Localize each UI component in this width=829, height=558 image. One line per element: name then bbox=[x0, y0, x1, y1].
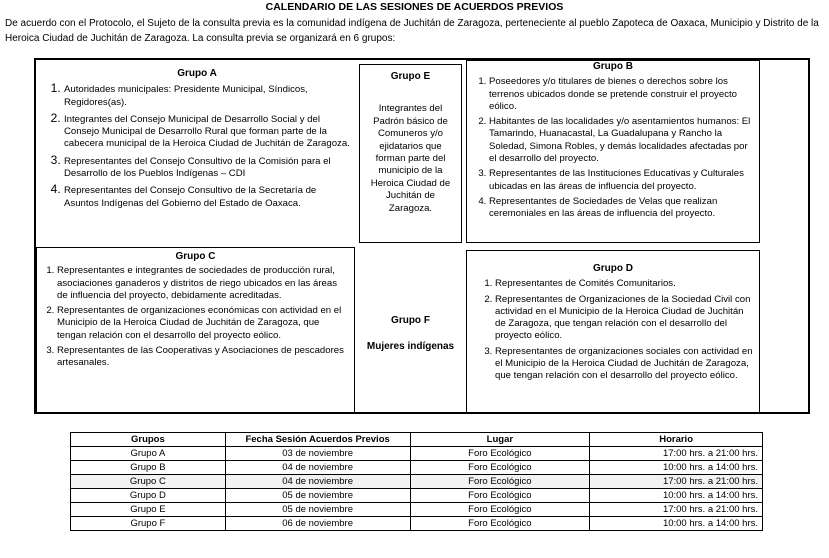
table-cell: 10:00 hrs. a 14:00 hrs. bbox=[590, 461, 763, 475]
group-d-cell bbox=[466, 250, 760, 414]
group-a-cell bbox=[42, 68, 352, 246]
list-item: 1. Representantes de Comités Comunitarios. bbox=[495, 278, 755, 290]
table-cell: Foro Ecológico bbox=[410, 503, 590, 517]
table-row bbox=[71, 447, 763, 461]
document-title: CALENDARIO DE LAS SESIONES DE ACUERDOS PREVIOS bbox=[265, 1, 564, 13]
groups-grid bbox=[34, 58, 810, 414]
list-item: 1. Autoridades municipales: Presidente Municipal, Síndicos, Regidores(as). bbox=[64, 82, 352, 109]
table-cell: Foro Ecológico bbox=[410, 517, 590, 531]
group-d-list bbox=[471, 278, 755, 382]
table-cell: 17:00 hrs. a 21:00 hrs. bbox=[590, 503, 763, 517]
table-row bbox=[71, 503, 763, 517]
list-item: 3. Representantes de organizaciones sociales con actividad en el Municipio de la Heroica Ciudad de Juchitán de Zaragoza, que tengan relación con el desarrollo del proyecto eólico. bbox=[495, 346, 755, 383]
table-cell: Grupo D bbox=[71, 489, 226, 503]
table-cell: 10:00 hrs. a 14:00 hrs. bbox=[590, 489, 763, 503]
column-header: Fecha Sesión Acuerdos Previos bbox=[225, 433, 410, 447]
table-cell: Grupo A bbox=[71, 447, 226, 461]
group-e-cell bbox=[359, 64, 462, 243]
table-row bbox=[71, 517, 763, 531]
table-cell: Grupo F bbox=[71, 517, 226, 531]
table-cell: Foro Ecológico bbox=[410, 489, 590, 503]
list-item: 2. Representantes de Organizaciones de la Sociedad Civil con actividad en el Municipio de la Heroica Ciudad de Juchitán de Zaragoza, que tengan relación con el desarrollo del proyecto eólico. bbox=[495, 294, 755, 343]
group-d-heading: Grupo D bbox=[593, 263, 633, 274]
table-cell: Foro Ecológico bbox=[410, 447, 590, 461]
group-a-heading: Grupo A bbox=[177, 68, 217, 79]
table-row bbox=[71, 475, 763, 489]
list-item: 2. Habitantes de las localidades y/o asentamientos humanos: El Tamarindo, Huanacastal, La Guadalupana y Rancho la Soledad, Simona Robles, y demás localidades afectadas por el desarrollo del proyecto. bbox=[489, 116, 755, 165]
table-cell: Grupo C bbox=[71, 475, 226, 489]
list-item: 4. Representantes de Sociedades de Velas que realizan ceremoniales en las áreas de influencia del proyecto. bbox=[489, 196, 755, 221]
group-b-list bbox=[471, 76, 755, 220]
table-cell: 05 de noviembre bbox=[225, 503, 410, 517]
list-item: 4. Representantes del Consejo Consultivo de la Secretaría de Asuntos Indígenas del Gobierno del Estado de Oaxaca. bbox=[64, 183, 352, 210]
table-header-row bbox=[71, 433, 763, 447]
table-cell: 17:00 hrs. a 21:00 hrs. bbox=[590, 447, 763, 461]
list-item: 2. Representantes de organizaciones económicas con actividad en el Municipio de la Heroica Ciudad de Juchitán de Zaragoza, que tengan relación con el desarrollo del proyecto eólico. bbox=[57, 305, 350, 342]
table-cell: 17:00 hrs. a 21:00 hrs. bbox=[590, 475, 763, 489]
table-cell: 06 de noviembre bbox=[225, 517, 410, 531]
table-cell: Foro Ecológico bbox=[410, 475, 590, 489]
column-header: Horario bbox=[590, 433, 763, 447]
column-header: Lugar bbox=[410, 433, 590, 447]
schedule-table bbox=[70, 432, 763, 531]
table-cell: Grupo E bbox=[71, 503, 226, 517]
table-cell: 03 de noviembre bbox=[225, 447, 410, 461]
list-item: 1. Poseedores y/o titulares de bienes o derechos sobre los terrenos ubicados donde se pretende construir el proyecto eólico. bbox=[489, 76, 755, 113]
intro-paragraph: De acuerdo con el Protocolo, el Sujeto de la consulta previa es la comunidad indígena de Juchitán de Zaragoza, perteneciente al pueblo Zapoteca de Oaxaca, Municipio y Distrito de la Heroica Ciudad de Juchitán de Zaragoza. La consulta previa se organizará en 6 grupos: bbox=[5, 18, 819, 44]
table-cell: 04 de noviembre bbox=[225, 461, 410, 475]
group-a-list bbox=[42, 82, 352, 210]
list-item: 2. Integrantes del Consejo Municipal de Desarrollo Social y del Consejo Municipal de Desarrollo Rural que forman parte de la cabecera municipal de la Heroica Ciudad de Juchitán de Zaragoza. bbox=[64, 112, 352, 151]
list-item: 3. Representantes de las Cooperativas y Asociaciones de pescadores artesanales. bbox=[57, 345, 350, 370]
table-cell: Foro Ecológico bbox=[410, 461, 590, 475]
table-row bbox=[71, 489, 763, 503]
group-c-heading: Grupo C bbox=[175, 251, 216, 262]
group-e-text: Integrantes del Padrón básico de Comuneros y/o ejidatarios que forman parte del municipio de la Heroica Ciudad de Juchitán de Zaragoza. bbox=[370, 103, 451, 214]
group-f-cell bbox=[359, 247, 462, 412]
list-item: 1. Representantes e integrantes de sociedades de producción rural, asociaciones ganaderos y distritos de riego ubicados en las áreas de influencia del proyecto, debidamente acreditadas. bbox=[57, 265, 350, 302]
group-e-heading: Grupo E bbox=[390, 71, 431, 82]
table-cell: 05 de noviembre bbox=[225, 489, 410, 503]
table-cell: 04 de noviembre bbox=[225, 475, 410, 489]
table-cell: 10:00 hrs. a 14:00 hrs. bbox=[590, 517, 763, 531]
list-item: 3. Representantes del Consejo Consultivo de la Comisión para el Desarrollo de los Pueblos Indígenas – CDI bbox=[64, 154, 352, 181]
table-row bbox=[71, 461, 763, 475]
group-b-cell bbox=[466, 60, 760, 243]
group-b-heading: Grupo B bbox=[593, 61, 633, 72]
table-cell: Grupo B bbox=[71, 461, 226, 475]
group-c-cell bbox=[36, 247, 355, 414]
group-f-heading: Grupo F bbox=[391, 315, 430, 326]
group-f-text: Mujeres indígenas bbox=[366, 341, 455, 353]
column-header: Grupos bbox=[71, 433, 226, 447]
group-c-list bbox=[41, 265, 350, 369]
list-item: 3. Representantes de las Instituciones Educativas y Culturales ubicadas en las áreas de influencia del proyecto. bbox=[489, 168, 755, 193]
